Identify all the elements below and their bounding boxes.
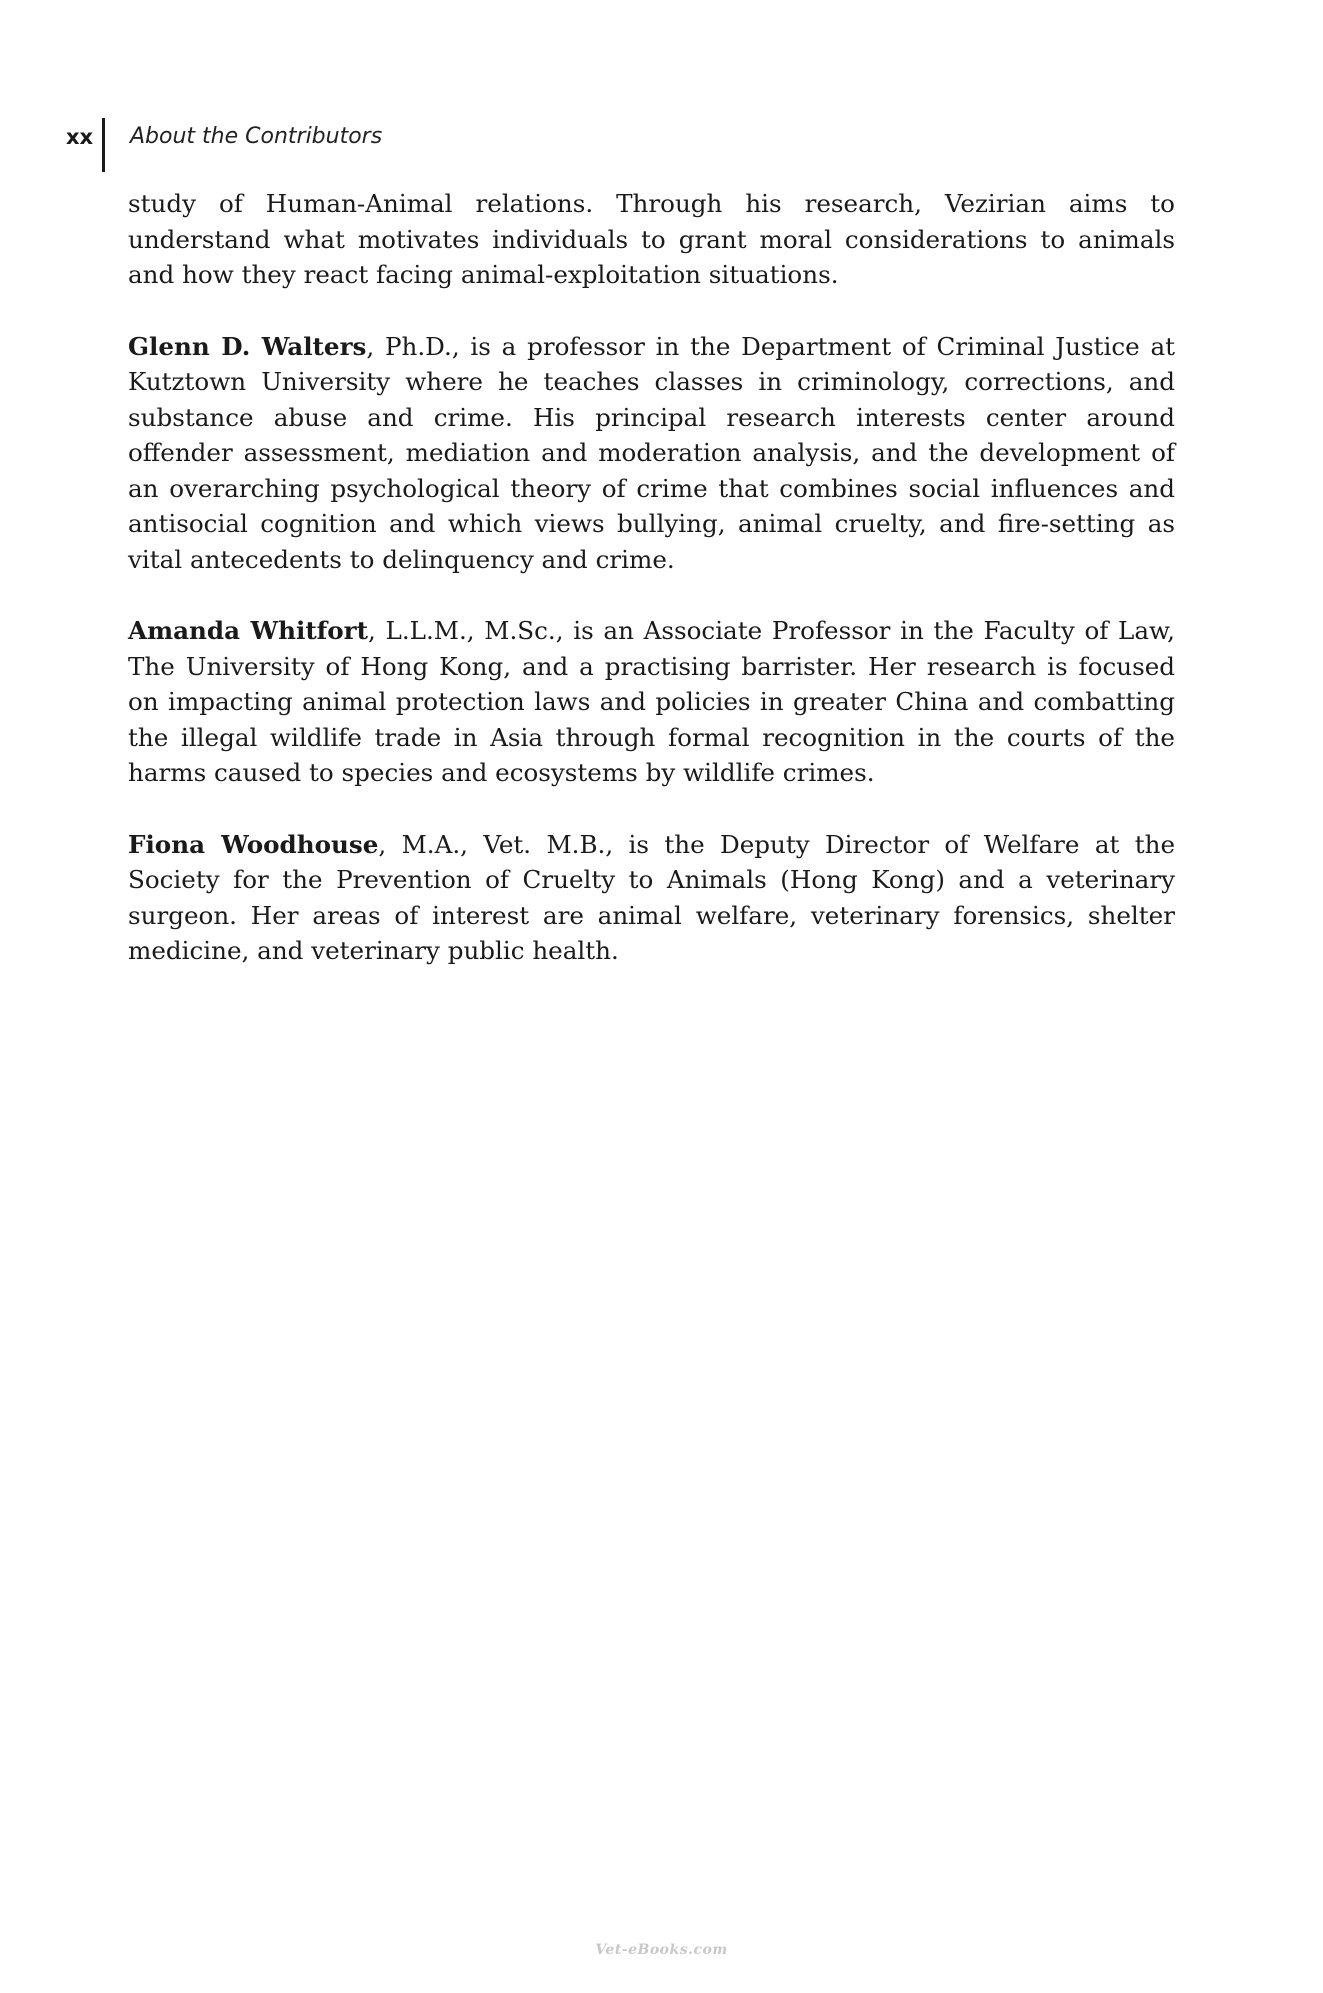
contributors-text <box>128 186 1175 1005</box>
contributor-name: Fiona Woodhouse <box>128 829 379 859</box>
paragraph-text: , L.L.M., M.Sc., is an Associate Professor in the Faculty of Law, The University of Hong Kong, and a practising barrister. Her research is focused on impacting animal protection laws and policies in greater China and combatting the illegal wildlife trade in Asia through formal recognition in the courts of the harms caused to species and ecosystems by wildlife crimes. <box>128 616 1175 787</box>
header-divider <box>102 118 105 172</box>
contributor-paragraph <box>128 329 1175 578</box>
contributor-paragraph <box>128 827 1175 969</box>
contributor-name: Glenn D. Walters <box>128 331 367 361</box>
contributor-name: Amanda Whitfort <box>128 616 368 645</box>
page-number: xx <box>66 125 94 149</box>
running-title: About the Contributors <box>130 124 383 149</box>
paragraph-text: , M.A., Vet. M.B., is the Deputy Director of Welfare at the Society for the Prevention of Cruelty to Animals (Hong Kong) and a veterinary surgeon. Her areas of interest are animal welfare, veterinary forensics, shelter medicine, and veterinary public health. <box>128 829 1175 965</box>
contributor-paragraph <box>128 186 1175 293</box>
contributor-paragraph <box>128 613 1175 791</box>
watermark: Vet-eBooks.com <box>595 1942 728 1958</box>
paragraph-text: study of Human-Animal relations. Through his research, Vezirian aims to understand what motivates individuals to grant moral considerations to animals and how they react facing animal-exploitation situations. <box>128 189 1175 289</box>
running-head <box>66 118 382 162</box>
paragraph-text: , Ph.D., is a professor in the Department of Criminal Justice at Kutztown University where he teaches classes in criminology, corrections, and substance abuse and crime. His principal research interests center around offender assessment, mediation and moderation analysis, and the development of an overarching psychological theory of crime that combines social influences and antisocial cognition and which views bullying, animal cruelty, and fire-setting as vital antecedents to delinquency and crime. <box>128 331 1176 574</box>
